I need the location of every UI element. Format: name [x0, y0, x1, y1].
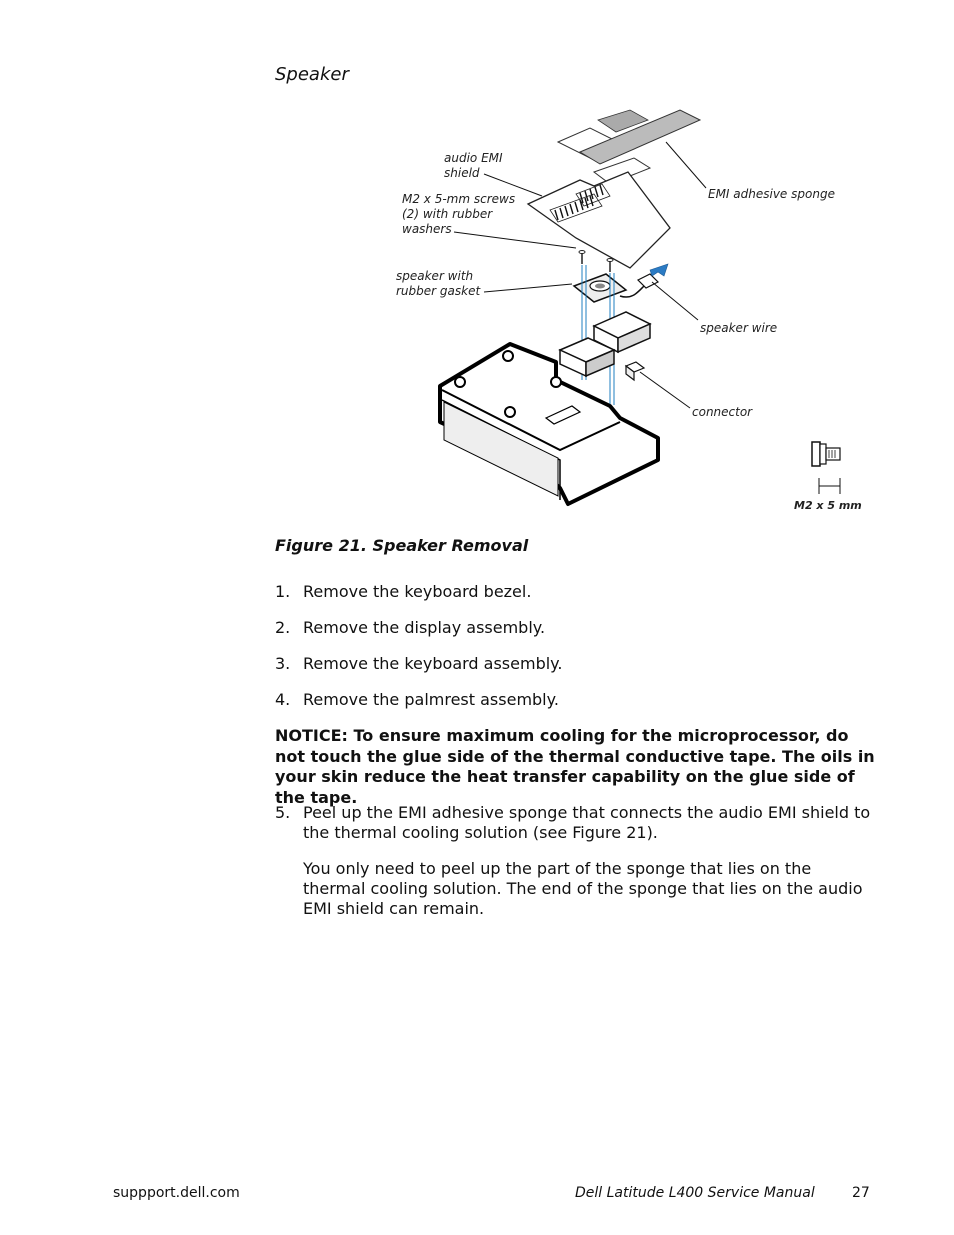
- step-5: [275, 803, 875, 919]
- list-item: [275, 654, 875, 674]
- speaker-removal-diagram: [380, 100, 880, 520]
- callout-connector: connector: [692, 405, 753, 419]
- list-item: [275, 803, 875, 843]
- callout-speaker-2: rubber gasket: [396, 284, 481, 298]
- footer-site: suppport.dell.com: [113, 1185, 240, 1201]
- page-number: 27: [852, 1185, 870, 1201]
- step-number: 4.: [275, 690, 291, 709]
- step-text: Remove the display assembly.: [303, 618, 546, 637]
- step-text: Peel up the EMI adhesive sponge that connects the audio EMI shield to the thermal cooling solution (see Figure 21).: [303, 803, 871, 842]
- callout-emi-sponge: EMI adhesive sponge: [708, 187, 835, 201]
- step-number: 3.: [275, 654, 291, 673]
- procedure-steps: [275, 582, 875, 726]
- figure-caption: Figure 21. Speaker Removal: [275, 536, 529, 555]
- step-number: 1.: [275, 582, 291, 601]
- step-text: Remove the keyboard bezel.: [303, 582, 532, 601]
- audio-emi-shield: [528, 172, 670, 268]
- screw-size-icon: [812, 442, 840, 494]
- screw-size-label: M2 x 5 mm: [794, 499, 862, 512]
- step-number: 2.: [275, 618, 291, 637]
- chassis-base: [440, 344, 658, 504]
- notice-warning: NOTICE: To ensure maximum cooling for the microprocessor, do not touch the glue side of the thermal conductive tape. The oils in your skin reduce the heat transfer capability on the glue side of the tape.: [275, 726, 875, 807]
- speaker-removal-figure: [380, 100, 880, 520]
- step-number: 5.: [275, 803, 291, 822]
- list-item: [275, 618, 875, 638]
- list-item: [275, 582, 875, 602]
- callout-audio-emi-shield-1: audio EMI: [444, 151, 503, 165]
- step-note: You only need to peel up the part of the sponge that lies on the thermal cooling solution. The end of the sponge that lies on the audio EMI shield can remain.: [303, 859, 863, 918]
- step-text: Remove the keyboard assembly.: [303, 654, 563, 673]
- callout-screws-1: M2 x 5-mm screws: [402, 192, 516, 206]
- list-item: [275, 690, 875, 710]
- speaker: [574, 274, 658, 302]
- section-title: Speaker: [275, 64, 349, 85]
- blue-arrow-icon: [650, 264, 668, 276]
- callout-audio-emi-shield-2: shield: [444, 166, 480, 180]
- step-text: Remove the palmrest assembly.: [303, 690, 559, 709]
- callout-speaker-wire: speaker wire: [700, 321, 778, 335]
- connector-blocks: [560, 312, 650, 380]
- callout-speaker-1: speaker with: [396, 269, 474, 283]
- callout-screws-2: (2) with rubber: [402, 207, 493, 221]
- callout-screws-3: washers: [402, 222, 452, 236]
- footer-manual-title: Dell Latitude L400 Service Manual: [575, 1185, 815, 1201]
